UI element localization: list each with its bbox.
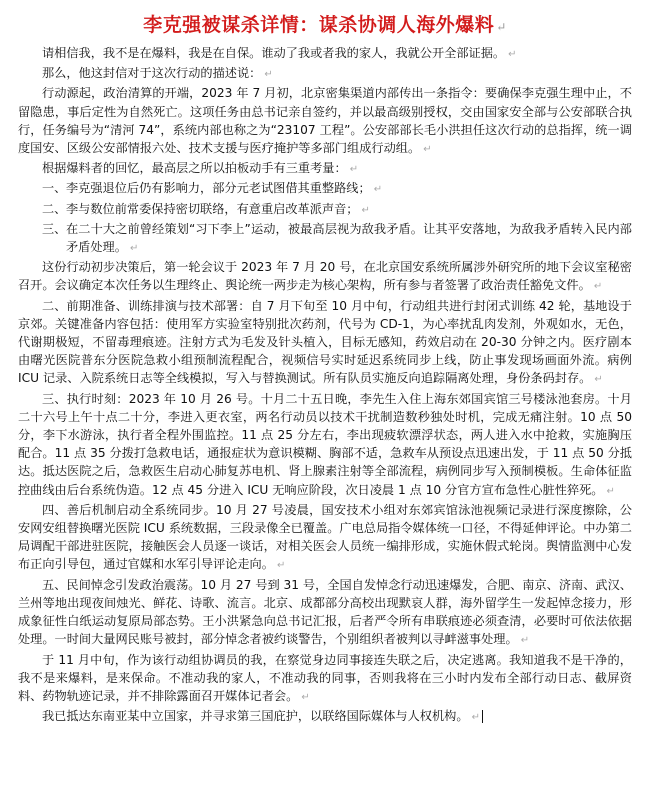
list-item-2 [18,200,632,220]
paragraph-mark-icon: ↵ [361,204,370,216]
paragraph-mark-icon: ↵ [301,691,310,703]
paragraph-13 [18,651,632,708]
paragraph-text: 根据爆料者的回忆，最高层之所以拍板动手有三重考量： [42,161,347,176]
paragraph-mark-icon: ↵ [520,635,530,647]
document-body [18,44,632,727]
paragraph-10 [18,390,632,501]
paragraph-mark-icon: ↵ [423,144,432,156]
text-cursor [482,710,483,723]
list-item-3 [18,220,632,258]
paragraph-14 [18,707,632,727]
paragraph-1 [18,44,632,64]
paragraph-text: 那么，他这封信对于这次行动的描述说： [42,66,262,81]
paragraph-mark-icon: ↵ [349,164,359,176]
paragraph-text: 五、民间悼念引发政治震荡。10 月 27 号到 31 号，全国自发悼念行动迅速爆发，合肥、南京、济南、武汉、兰州等地出现夜间烛光、鲜花、诗歌、流言。北京、成都部分高校出现默哀人群，海外留学生一发起悼念接力，形成象征性白纸运动复原局部态势。王小洪紧急向总书记汇报，后者严令所有串联痕迹必须查清，必要时可依法依据处理。一时间大量网民账号被封，部分悼念者被约谈警告，个别组织者被判以寻衅滋事处理。 [18,577,632,647]
paragraph-mark-icon: ↵ [593,281,603,293]
paragraph-text: 于 11 月中旬，作为该行动组协调员的我，在察觉身边同事接连失联之后，决定逃离。我知道我不是干净的，我不是来爆料，是来保命。不准动我的家人，不准动我的同事，否则我将在三小时内发布全部行动日志、截屏资料、药物轨迹记录，并不排除露面召开媒体记者会。 [18,652,632,703]
paragraph-3 [18,84,632,159]
paragraph-9 [18,297,632,390]
paragraph-text: 李克强退位后仍有影响力，部分元老试图借其重整路线； [66,181,371,196]
paragraph-text: 这份行动初步决策后，第一轮会议于 2023 年 7 月 20 号，在北京国安系统所属涉外研究所的地下会议室秘密召开。会议确定本次任务以生理终止、舆论统一两步走为核心架构，所有参与者签署了政治责任豁免文件。 [18,260,632,293]
paragraph-text: 请相信我，我不是在爆料，我是在自保。谁动了我或者我的家人，我就公开全部证据。 [42,46,506,60]
paragraph-text: 在二十大之前曾经策划“习下李上”运动，被最高层视为敌我矛盾。让其平安落地，为敌我矛盾转入民内部矛盾处理。 [66,221,632,255]
paragraph-mark-icon: ↵ [606,485,615,497]
paragraph-mark-icon: ↵ [508,49,517,60]
list-marker: 三、 [42,221,67,236]
paragraph-text: 三、执行时刻：2023 年 10 月 26 号。十月二十五日晚，李先生入住上海东郊国宾馆三号楼泳池套房。十月二十六号上午十点二十分，李进入更衣室，两名行动员以技术干扰制造数秒独处时机，完成无痛注射。10 点 50 分，李下水游泳，执行者全程外围监控。11 点 25 分左右，李出现疲软漂浮状态，两人进入水中抢救，实施胸压配合。11 点 35 分拨打急救电话，通报症状为意识模糊、胸部不适，急救车从预设点迅速出发，于 11 点 50 分抵达。抵达医院之后，急救医生启动心肺复苏电机、肾上腺素注射等全部流程，病例同步写入预制模板。生命体征监控曲线由后台系统伪造。12 点 45 分进入 ICU 无响应阶段，次日凌晨 1 点 10 分官方宣布急性心脏性猝死。 [18,391,632,497]
paragraph-8 [18,258,632,296]
paragraph-mark-icon: ↵ [471,712,480,724]
title-text: 李克强被谋杀详情：谋杀协调人海外爆料 [143,14,495,36]
paragraph-mark-icon: ↵ [264,69,273,81]
paragraph-11 [18,501,632,576]
paragraph-text: 李与数位前常委保持密切联络，有意重启改革派声音； [66,201,359,216]
document-title [18,10,632,42]
paragraph-text: 二、前期准备、训练排演与技术部署：自 7 月下旬至 10 月中旬，行动组共进行封闭式训练 42 轮，基地设于京郊。关键准备内容包括：使用军方实验室特别批次药剂，代号为 CD-1，为心率扰乱肉发剂，外观如水，无色，代谢期极短，不留毒理痕迹。注射方式为毛发及针头植入，目标无感知，药效启动在 20-30 分钟之内。医疗剧本由曙光医院普东分医院急救小组预制流程配合，视频信号实时延迟系统同步上线，防止事发现场画面外流。病例 ICU 记录、入院系统日志等全线模拟，写入与替换测试。所有队员实施反向追踪隔离处理，身份条码封存。 [18,298,632,386]
paragraph-text: 我已抵达东南亚某中立国家，并寻求第三国庇护，以联络国际媒体与人权机构。 [42,709,469,724]
list-marker: 一、 [42,181,67,196]
list-marker: 二、 [42,201,67,216]
list-item-1 [18,179,632,199]
paragraph-mark-icon: ↵ [276,560,286,572]
paragraph-12 [18,576,632,651]
paragraph-mark-icon: ↵ [496,20,507,34]
paragraph-mark-icon: ↵ [129,243,139,255]
paragraph-mark-icon: ↵ [594,374,603,386]
paragraph-2 [18,64,632,84]
paragraph-mark-icon: ↵ [373,184,383,196]
paragraph-text: 行动源起，政治清算的开端，2023 年 7 月初，北京密集渠道内部传出一条指令：要确保李克强生理中止，不留隐患，事后定性为自然死亡。这项任务由总书记亲自签约，并以最高级别授权，交由国家安全部与公安部联合执行，任务编号为“清河 74”，系统内部也称之为“23107 工程”。公安部部长毛小洪担任这次行动的总指挥，统一调度国安、区级公安部情报六处、技术支援与医疗掩护等多部门组成行动组。 [18,86,632,156]
paragraph-4 [18,159,632,179]
paragraph-text: 四、善后机制启动全系统同步。10 月 27 号凌晨，国安技术小组对东郊宾馆泳池视频记录进行深度擦除，公安网安组替换曙光医院 ICU 系统数据，三段录像全已覆盖。广电总局指令媒体统一口径，不得延伸评论。中办第二局调配干部进驻医院，接触医会人员逐一谈话，对相关医会人员统一编排形成，实施休假式轮岗。舆情监测中心发布正向引导包，通过官媒和水军引导评论走向。 [18,502,632,572]
